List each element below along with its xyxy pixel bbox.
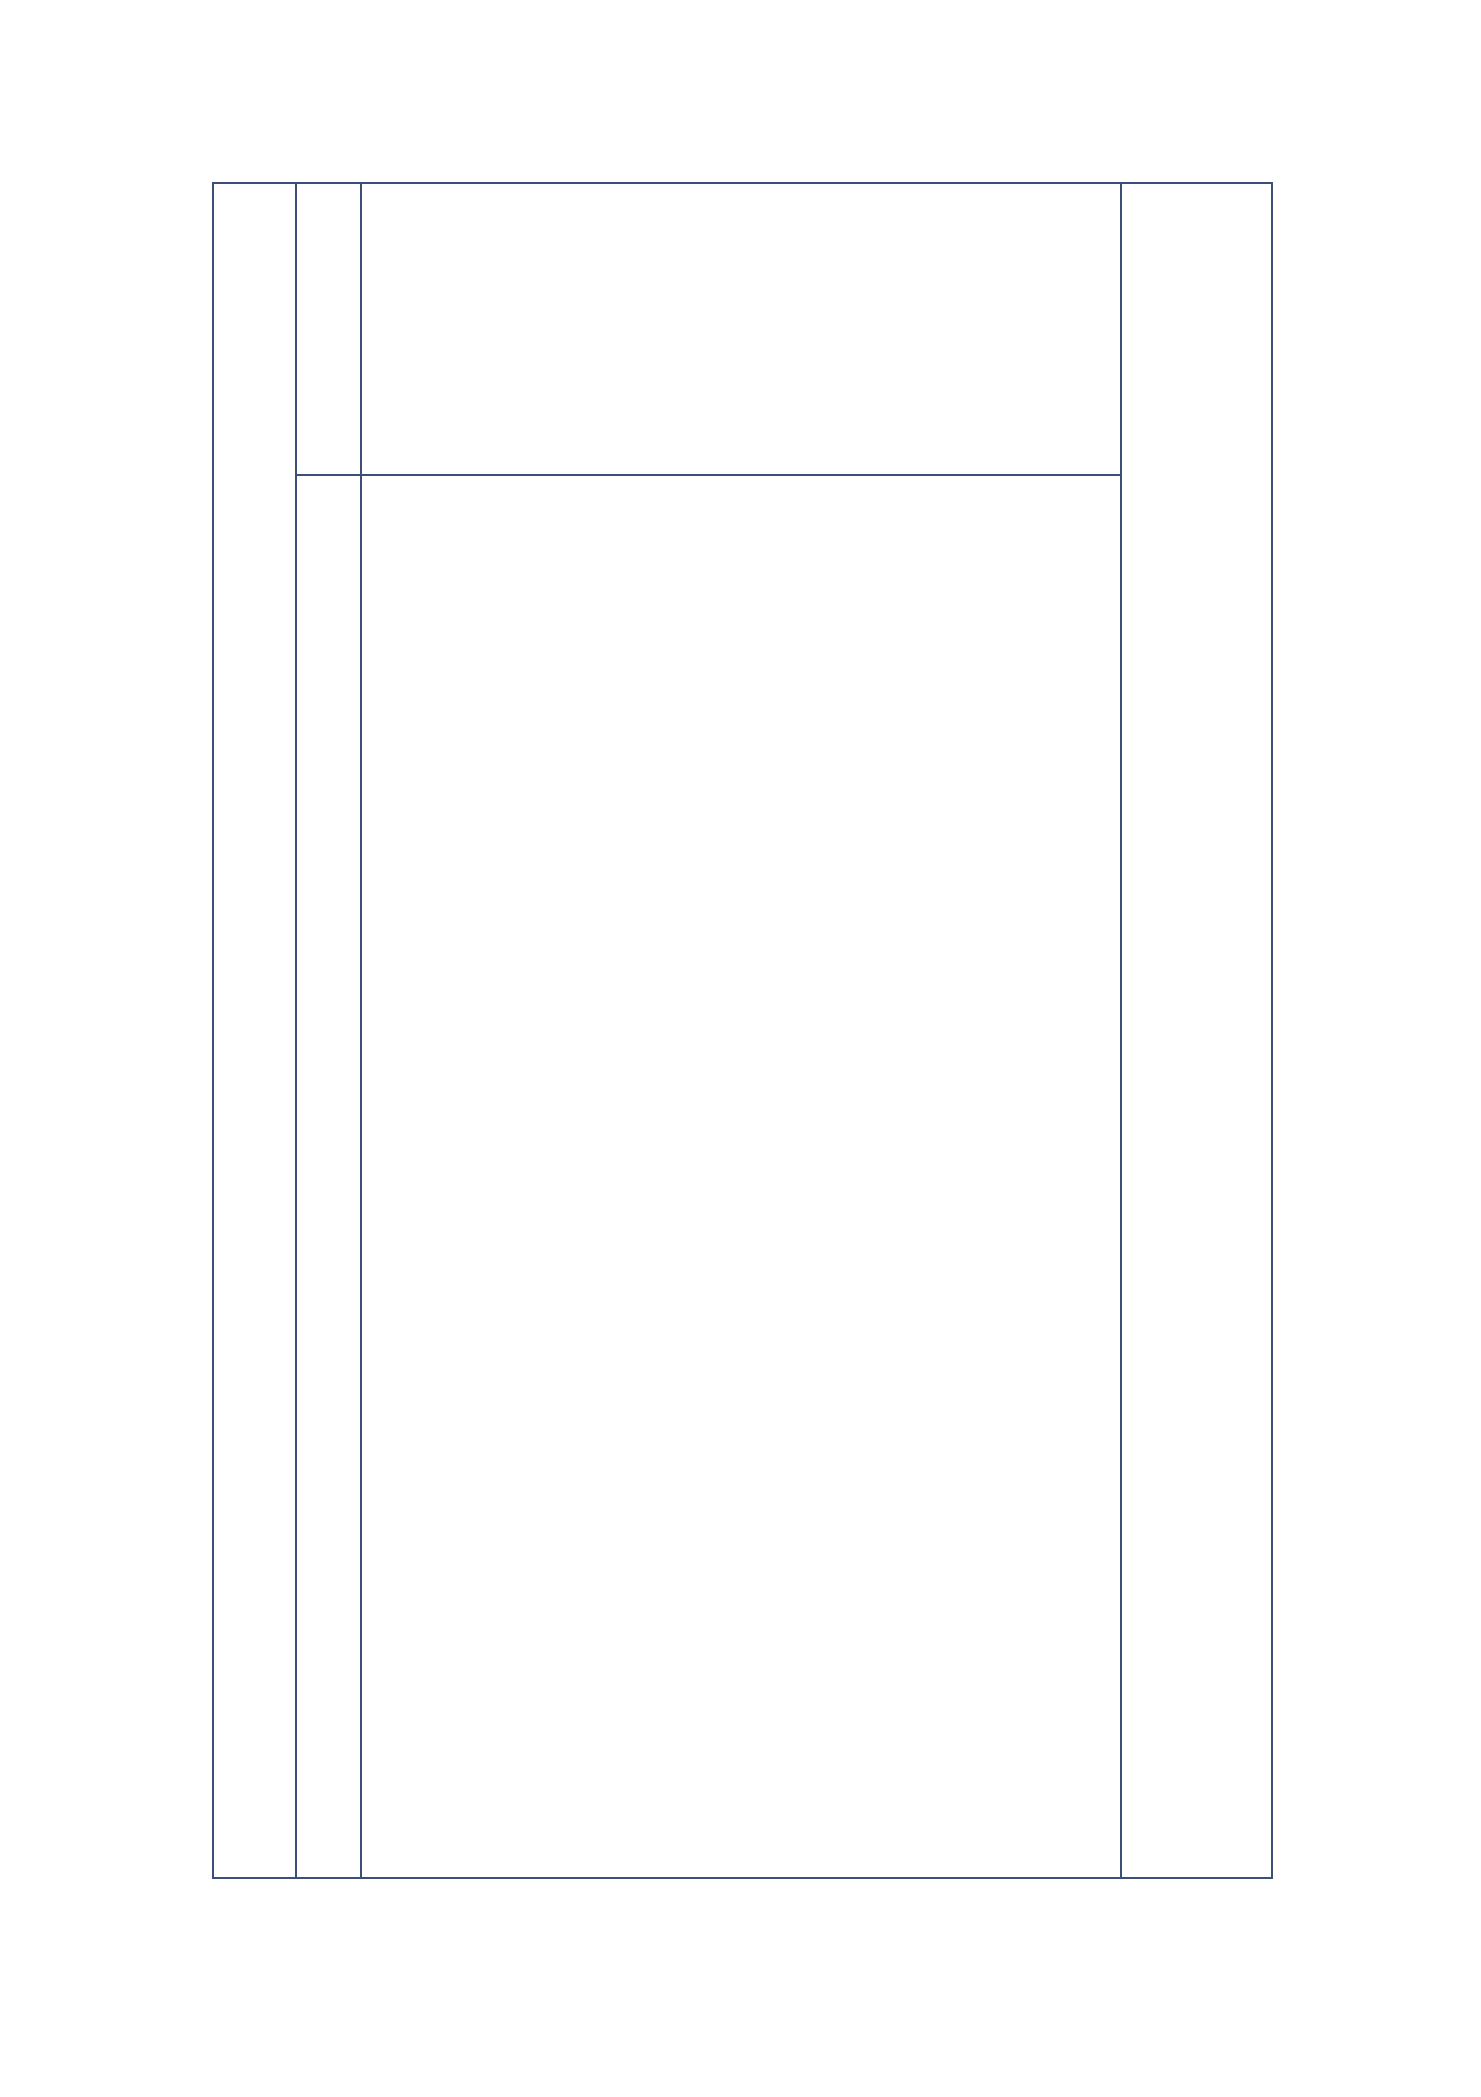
lesson-table — [212, 182, 1273, 1879]
row-divider — [295, 474, 1122, 476]
table-divider — [360, 182, 362, 1879]
table-divider — [295, 182, 297, 1879]
table-divider — [1120, 182, 1122, 1879]
